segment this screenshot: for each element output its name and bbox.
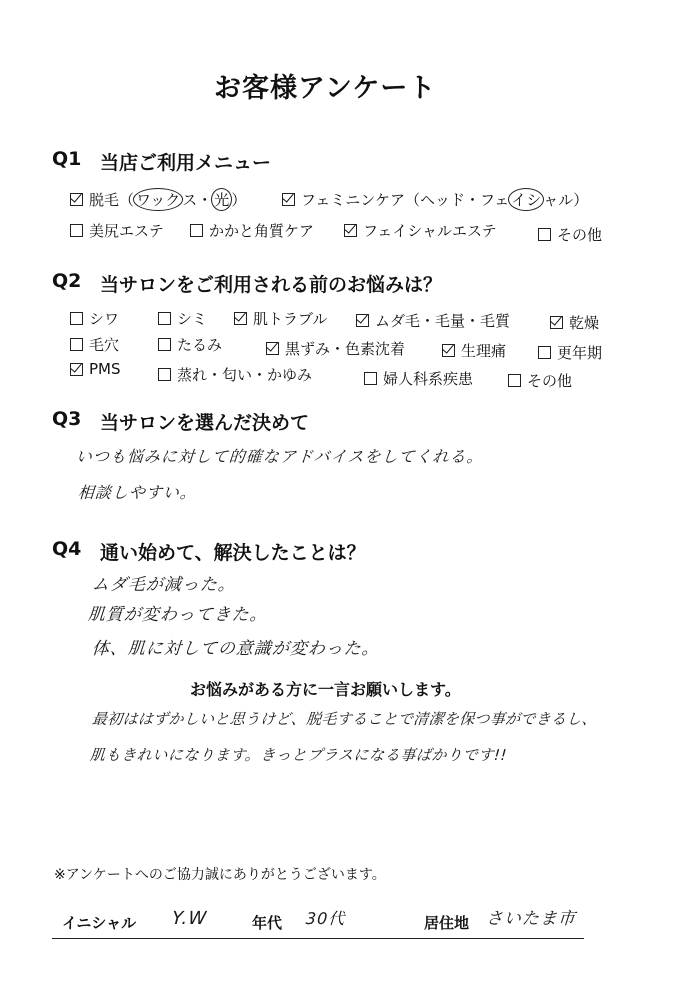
checkbox[interactable] [70,224,83,237]
checkbox-checked[interactable] [234,312,247,325]
checkbox[interactable] [70,312,83,325]
q1-option-facial-esthe[interactable] [344,220,497,241]
q2-option[interactable] [550,312,599,333]
message-answer-line: 肌もきれいになります。きっとプラスになる事ばかりです!! [89,746,508,764]
checkbox-checked[interactable] [70,193,83,206]
q2-option[interactable] [442,340,506,361]
option-label: 蒸れ・匂い・かゆみ [177,366,313,384]
q1-option-other[interactable] [538,224,602,245]
circled-option-label: イシ [508,188,544,211]
q2-option[interactable] [356,310,510,331]
option-label: ） [231,191,247,209]
q2-option[interactable] [70,308,119,329]
option-label: 脱毛（ [89,191,135,209]
checkbox-checked[interactable] [356,314,369,327]
checkbox[interactable] [190,224,203,237]
q2-option[interactable] [266,338,405,359]
q2-option[interactable] [364,368,473,389]
option-label: 毛穴 [89,336,120,354]
checkbox-checked[interactable] [344,224,357,237]
q2-option[interactable] [70,334,119,355]
q1-option-hair-removal[interactable] [70,188,246,211]
q2-option[interactable] [70,360,121,378]
checkbox[interactable] [364,372,377,385]
q4-answer-line: ムダ毛が減った。 [91,575,237,595]
option-label: フェイシャルエステ [363,222,497,240]
checkbox[interactable] [158,368,171,381]
footer-underline [52,938,584,939]
checkbox-checked[interactable] [70,363,83,376]
option-label: シワ [89,310,120,328]
q1-option-feminine-care[interactable] [282,188,588,211]
checkbox[interactable] [158,338,171,351]
checkbox-checked[interactable] [550,316,563,329]
q2-option[interactable] [158,364,312,385]
checkbox[interactable] [538,228,551,241]
q2-label: Q2 [52,270,82,292]
option-label: 乾燥 [569,314,600,332]
option-label: 生理痛 [461,342,507,360]
q2-question: 当サロンをご利用される前のお悩みは？ [100,274,443,296]
q1-question: 当店ご利用メニュー [100,152,272,174]
q3-answer-line: 相談しやすい。 [77,483,198,502]
q2-option[interactable] [158,334,222,355]
option-label: PMS [89,360,121,378]
option-label: 更年期 [557,344,603,362]
q1-label: Q1 [52,148,82,170]
message-answer-line: 最初ははずかしいと思うけど、脱毛することで清潔を保つ事ができるし、 [91,710,598,728]
checkbox-checked[interactable] [442,344,455,357]
thanks-note: ※アンケートへのご協力誠にありがとうございます。 [54,867,386,883]
option-label: フェミニンケア（ヘッド・フェ [301,191,510,209]
q4-answer-line: 肌質が変わってきた。 [87,605,269,625]
option-label: シミ [177,310,208,328]
option-label: その他 [527,372,573,390]
checkbox-checked[interactable] [282,193,295,206]
q3-label: Q3 [52,408,82,430]
option-label: たるみ [177,336,223,354]
option-label: 婦人科系疾患 [383,370,474,388]
checkbox[interactable] [508,374,521,387]
option-label: かかと角質ケア [209,222,315,240]
q4-answer-line: 体、肌に対しての意識が変わった。 [91,639,381,659]
checkbox[interactable] [538,346,551,359]
option-label: 肌トラブル [253,310,328,328]
message-heading: お悩みがある方に一言お願いします。 [190,680,461,699]
age-label: 年代 [252,914,283,932]
q2-option[interactable] [508,370,572,391]
residence-label: 居住地 [424,914,470,932]
option-label: ャル） [543,191,589,209]
option-label: その他 [557,226,603,244]
q2-option[interactable] [158,308,207,329]
circled-option-label: ワック [133,188,183,211]
q2-option[interactable] [538,342,602,363]
q1-option-hip-esthe[interactable] [70,220,164,241]
q4-label: Q4 [52,538,82,560]
initial-label: イニシャル [62,914,137,932]
checkbox-checked[interactable] [266,342,279,355]
option-label: 美尻エステ [89,222,164,240]
survey-title: お客様アンケート [214,73,437,104]
q2-option[interactable] [234,308,327,329]
q3-question: 当サロンを選んだ決めて [100,412,310,434]
q4-question: 通い始めて、解決したことは？ [100,542,366,564]
option-label: 黒ずみ・色素沈着 [285,340,406,358]
q1-option-heel-care[interactable] [190,220,314,241]
checkbox[interactable] [158,312,171,325]
circled-option-label: 光 [211,188,232,211]
initial-value: Y.W [171,908,208,929]
age-value: 30代 [305,909,346,928]
option-label: ス・ [182,191,213,209]
checkbox[interactable] [70,338,83,351]
option-label: ムダ毛・毛量・毛質 [375,312,511,330]
q3-answer-line: いつも悩みに対して的確なアドバイスをしてくれる。 [75,447,485,466]
residence-value: さいたま市 [485,909,577,929]
